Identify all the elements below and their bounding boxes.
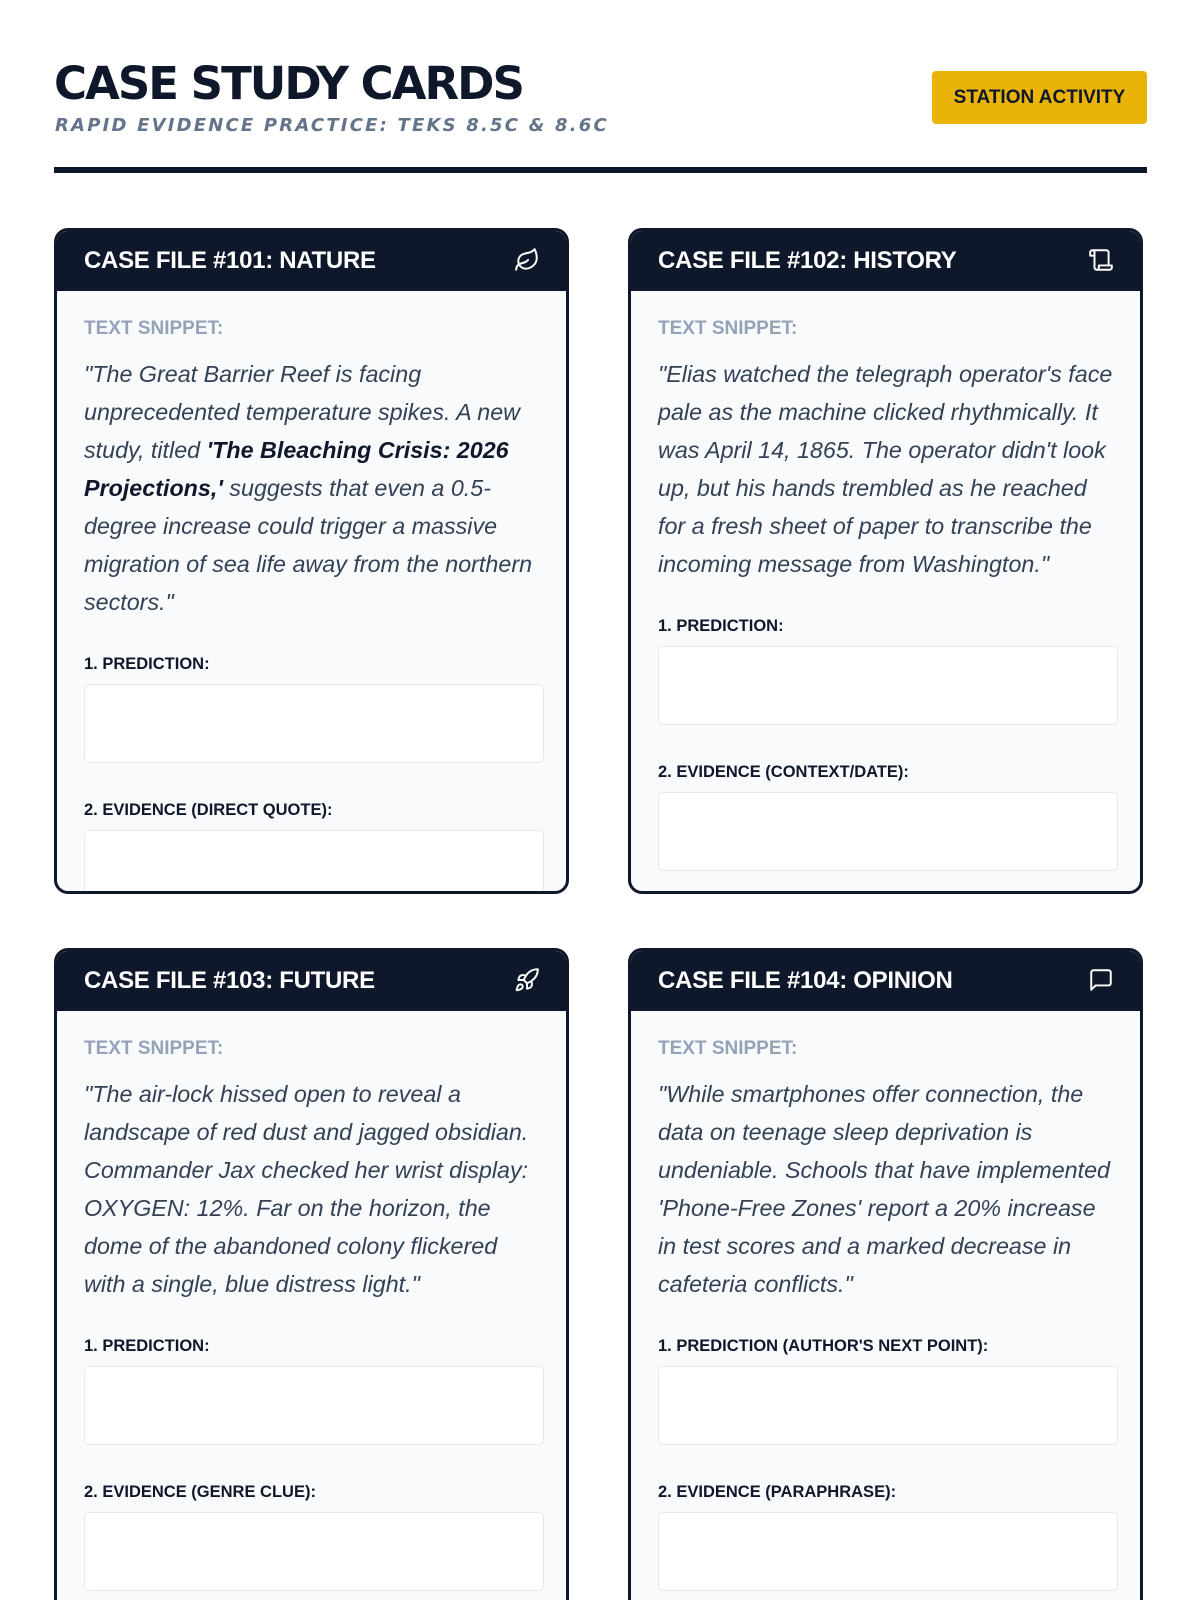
page-title: CASE STUDY CARDS bbox=[54, 57, 523, 110]
evidence-label: 2. EVIDENCE (CONTEXT/DATE): bbox=[658, 763, 909, 781]
card-header bbox=[631, 231, 1140, 291]
message-square-icon bbox=[1088, 967, 1114, 993]
evidence-input[interactable] bbox=[658, 1512, 1118, 1591]
scroll-icon bbox=[1088, 247, 1114, 273]
text-snippet: "Elias watched the telegraph operator's face pale as the machine clicked rhythmically. It was April 14, 1865. The operator didn't look up, but his hands trembled as he reached for a fresh sheet of paper to transcribe the incoming message from Washington." bbox=[658, 361, 1113, 577]
text-snippet: "The Great Barrier Reef is facing unprecedented temperature spikes. A new study, titled 'The Bleaching Crisis: 2026 Projections,' suggests that even a 0.5-degree increase could trigger a massive migration of sea life away from the northern sectors." bbox=[84, 361, 533, 615]
rocket-icon bbox=[514, 967, 540, 993]
study-title: 'The Bleaching Crisis: 2026 Projections,' bbox=[84, 437, 509, 501]
case-card-opinion bbox=[628, 948, 1143, 1600]
snippet-label: TEXT SNIPPET: bbox=[84, 1038, 224, 1059]
prediction-label: 1. PREDICTION: bbox=[658, 617, 784, 635]
prediction-label: 1. PREDICTION: bbox=[84, 1337, 210, 1355]
snippet-label: TEXT SNIPPET: bbox=[658, 1038, 798, 1059]
prediction-label: 1. PREDICTION: bbox=[84, 655, 210, 673]
evidence-label: 2. EVIDENCE (PARAPHRASE): bbox=[658, 1483, 897, 1501]
case-card-nature bbox=[54, 228, 569, 894]
snippet-label: TEXT SNIPPET: bbox=[84, 318, 224, 339]
card-title: CASE FILE #101: NATURE bbox=[84, 247, 376, 274]
prediction-label: 1. PREDICTION (AUTHOR'S NEXT POINT): bbox=[658, 1337, 989, 1355]
card-title: CASE FILE #102: HISTORY bbox=[658, 247, 957, 274]
page-header bbox=[54, 56, 1147, 146]
text-snippet: "While smartphones offer connection, the data on teenage sleep deprivation is undeniable. Schools that have implemented 'Phone-Free Zones' report a 20% increase in test scores and a marked decrease in cafeteria conflicts." bbox=[658, 1081, 1111, 1297]
evidence-input[interactable] bbox=[84, 830, 544, 894]
case-card-future bbox=[54, 948, 569, 1600]
text-snippet: "The air-lock hissed open to reveal a landscape of red dust and jagged obsidian. Commander Jax checked her wrist display: OXYGEN: 12%. Far on the horizon, the dome of the abandoned colony flickered with a single, blue distress light." bbox=[84, 1081, 529, 1297]
snippet-label: TEXT SNIPPET: bbox=[658, 318, 798, 339]
card-title: CASE FILE #104: OPINION bbox=[658, 967, 953, 994]
station-activity-badge: STATION ACTIVITY bbox=[932, 71, 1147, 124]
card-title: CASE FILE #103: FUTURE bbox=[84, 967, 375, 994]
evidence-input[interactable] bbox=[658, 792, 1118, 871]
evidence-input[interactable] bbox=[84, 1512, 544, 1591]
page-subtitle: RAPID EVIDENCE PRACTICE: TEKS 8.5C & 8.6C bbox=[55, 115, 609, 136]
card-header bbox=[631, 951, 1140, 1011]
card-header bbox=[57, 951, 566, 1011]
prediction-input[interactable] bbox=[658, 646, 1118, 725]
leaf-icon bbox=[514, 247, 540, 273]
evidence-label: 2. EVIDENCE (GENRE CLUE): bbox=[84, 1483, 316, 1501]
header-divider bbox=[54, 167, 1147, 173]
evidence-label: 2. EVIDENCE (DIRECT QUOTE): bbox=[84, 801, 333, 819]
case-card-history bbox=[628, 228, 1143, 894]
prediction-input[interactable] bbox=[84, 684, 544, 763]
card-header bbox=[57, 231, 566, 291]
prediction-input[interactable] bbox=[84, 1366, 544, 1445]
prediction-input[interactable] bbox=[658, 1366, 1118, 1445]
